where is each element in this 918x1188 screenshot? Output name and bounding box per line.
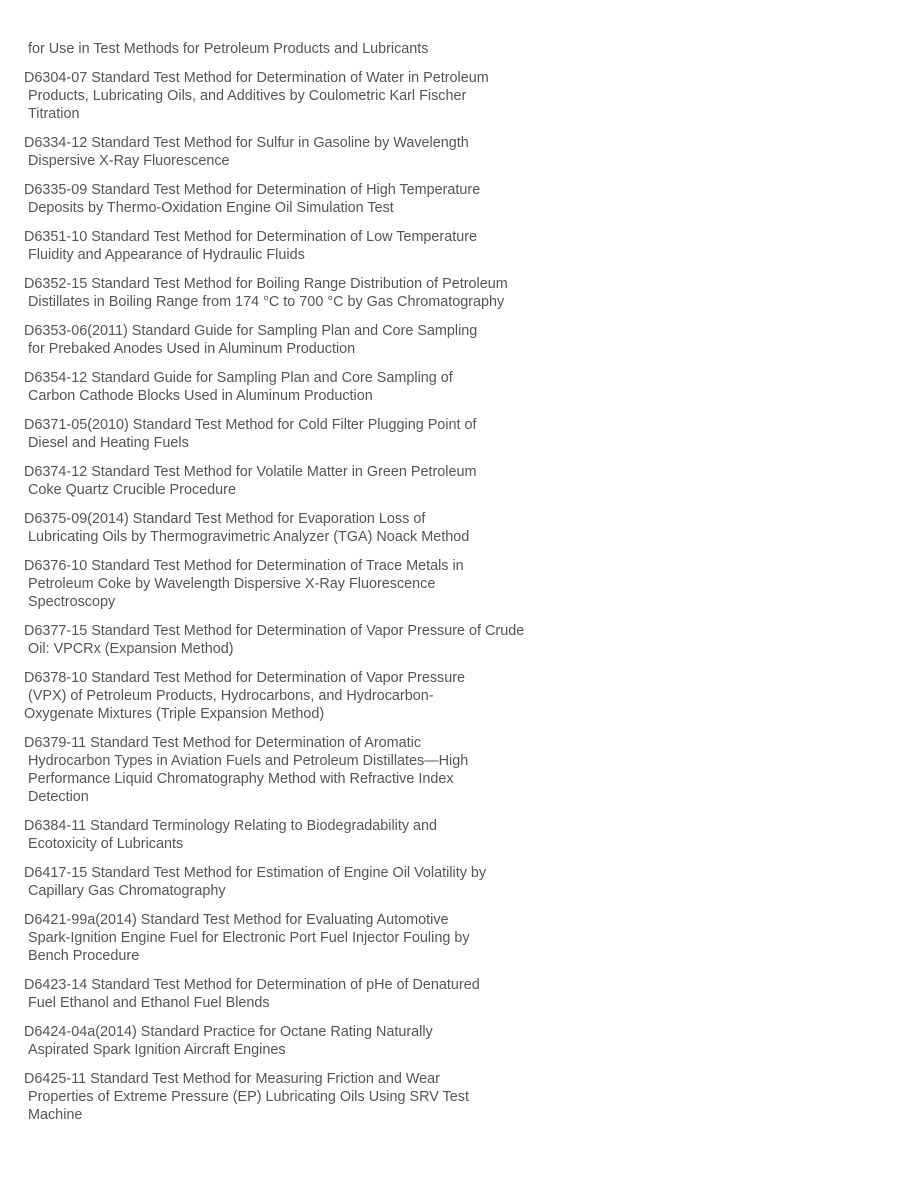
standard-entry-continuation-line: Titration	[28, 106, 80, 122]
standard-entry-continuation-line: Lubricating Oils by Thermogravimetric Analyzer (TGA) Noack Method	[28, 529, 470, 545]
standard-entry-continuation-line: Deposits by Thermo-Oxidation Engine Oil Simulation Test	[28, 200, 394, 216]
standard-entry-continuation-line: Aspirated Spark Ignition Aircraft Engines	[28, 1042, 286, 1058]
standard-entry-title-line: D6335-09 Standard Test Method for Determination of High Temperature	[24, 182, 481, 198]
standard-entry-continuation-line: Capillary Gas Chromatography	[28, 883, 226, 899]
standard-entry-title-line: D6351-10 Standard Test Method for Determination of Low Temperature	[24, 229, 478, 245]
standard-entry	[24, 134, 544, 170]
standard-entry	[24, 817, 544, 853]
standard-entry	[24, 864, 544, 900]
standard-entry-title-line: D6334-12 Standard Test Method for Sulfur in Gasoline by Wavelength	[24, 135, 469, 151]
standard-entry-continuation-line: Fuel Ethanol and Ethanol Fuel Blends	[28, 995, 270, 1011]
standard-entry-continuation-line: Performance Liquid Chromatography Method with Refractive Index	[28, 771, 454, 787]
standard-entry-continuation-line: Oil: VPCRx (Expansion Method)	[28, 641, 234, 657]
standard-entry	[24, 1023, 544, 1059]
standard-entry	[24, 510, 544, 546]
standard-entry-continuation-line: Carbon Cathode Blocks Used in Aluminum Production	[28, 388, 373, 404]
standard-entry-title-line: D6374-12 Standard Test Method for Volatile Matter in Green Petroleum	[24, 464, 477, 480]
standard-entry-continuation-line: Distillates in Boiling Range from 174 °C to 700 °C by Gas Chromatography	[28, 294, 505, 310]
standard-entry-title-line: D6376-10 Standard Test Method for Determination of Trace Metals in	[24, 558, 464, 574]
standard-entry-title-line: D6384-11 Standard Terminology Relating to Biodegradability and	[24, 818, 438, 834]
standard-entry	[24, 369, 544, 405]
standard-entry-continuation-line: Products, Lubricating Oils, and Additives by Coulometric Karl Fischer	[28, 88, 467, 104]
standard-entry-title-line: D6423-14 Standard Test Method for Determination of pHe of Denatured	[24, 977, 480, 993]
standard-entry-continuation-line: Diesel and Heating Fuels	[28, 435, 189, 451]
standard-entry	[24, 275, 544, 311]
standard-entry-continuation-line: for Prebaked Anodes Used in Aluminum Production	[28, 341, 356, 357]
standard-entry	[24, 911, 544, 965]
standard-entry-continuation-line: Oxygenate Mixtures (Triple Expansion Method)	[24, 706, 325, 722]
standard-entry-title-line: D6424-04a(2014) Standard Practice for Octane Rating Naturally	[24, 1024, 433, 1040]
standard-entry-title-line: D6354-12 Standard Guide for Sampling Plan and Core Sampling of	[24, 370, 453, 386]
standard-entry	[24, 976, 544, 1012]
continuation-line: for Use in Test Methods for Petroleum Products and Lubricants	[28, 41, 429, 57]
standard-entry	[24, 228, 544, 264]
standard-entry	[24, 463, 544, 499]
standard-entry-continuation-line: Hydrocarbon Types in Aviation Fuels and Petroleum Distillates—High	[28, 753, 469, 769]
standard-entry	[24, 322, 544, 358]
standard-entry	[24, 69, 544, 123]
standard-entry-continuation-line: Petroleum Coke by Wavelength Dispersive X-Ray Fluorescence	[28, 576, 436, 592]
standard-entry-continuation-line: Ecotoxicity of Lubricants	[28, 836, 184, 852]
standard-entry-continuation-line: Coke Quartz Crucible Procedure	[28, 482, 236, 498]
standard-entry-continuation-line: Detection	[28, 789, 89, 805]
standard-entry-continuation-line: Machine	[28, 1107, 83, 1123]
standard-entry-continuation-line: Spark-Ignition Engine Fuel for Electronic Port Fuel Injector Fouling by	[28, 930, 470, 946]
document-page	[24, 40, 544, 1135]
standard-entry-title-line: D6378-10 Standard Test Method for Determination of Vapor Pressure	[24, 670, 466, 686]
standard-entry-continuation-line: Properties of Extreme Pressure (EP) Lubricating Oils Using SRV Test	[28, 1089, 469, 1105]
standard-entry	[24, 734, 544, 806]
standards-list	[24, 69, 544, 1124]
standard-entry-title-line: D6304-07 Standard Test Method for Determination of Water in Petroleum	[24, 70, 489, 86]
standard-entry-title-line: D6353-06(2011) Standard Guide for Sampling Plan and Core Sampling	[24, 323, 478, 339]
standard-entry	[24, 669, 544, 723]
standard-entry	[24, 1070, 544, 1124]
standard-entry-title-line: D6421-99a(2014) Standard Test Method for Evaluating Automotive	[24, 912, 449, 928]
standard-entry	[24, 622, 544, 658]
standard-entry-title-line: D6379-11 Standard Test Method for Determination of Aromatic	[24, 735, 422, 751]
standard-entry-title-line: D6375-09(2014) Standard Test Method for Evaporation Loss of	[24, 511, 426, 527]
standard-entry	[24, 416, 544, 452]
standard-entry-title-line: D6371-05(2010) Standard Test Method for Cold Filter Plugging Point of	[24, 417, 477, 433]
standard-entry-continuation-line: Dispersive X-Ray Fluorescence	[28, 153, 230, 169]
standard-entry-title-line: D6417-15 Standard Test Method for Estimation of Engine Oil Volatility by	[24, 865, 487, 881]
standard-entry-title-line: D6352-15 Standard Test Method for Boiling Range Distribution of Petroleum	[24, 276, 508, 292]
standard-entry-continuation-line: Fluidity and Appearance of Hydraulic Fluids	[28, 247, 305, 263]
standard-entry-title-line: D6425-11 Standard Test Method for Measuring Friction and Wear	[24, 1071, 440, 1087]
standard-entry	[24, 181, 544, 217]
standard-entry-continuation-line: Bench Procedure	[28, 948, 140, 964]
standard-entry	[24, 557, 544, 611]
standard-entry-continuation-line: Spectroscopy	[28, 594, 116, 610]
standard-entry-title-line: D6377-15 Standard Test Method for Determination of Vapor Pressure of Crude	[24, 623, 525, 639]
standard-entry-continuation-line: (VPX) of Petroleum Products, Hydrocarbons, and Hydrocarbon-	[28, 688, 434, 704]
